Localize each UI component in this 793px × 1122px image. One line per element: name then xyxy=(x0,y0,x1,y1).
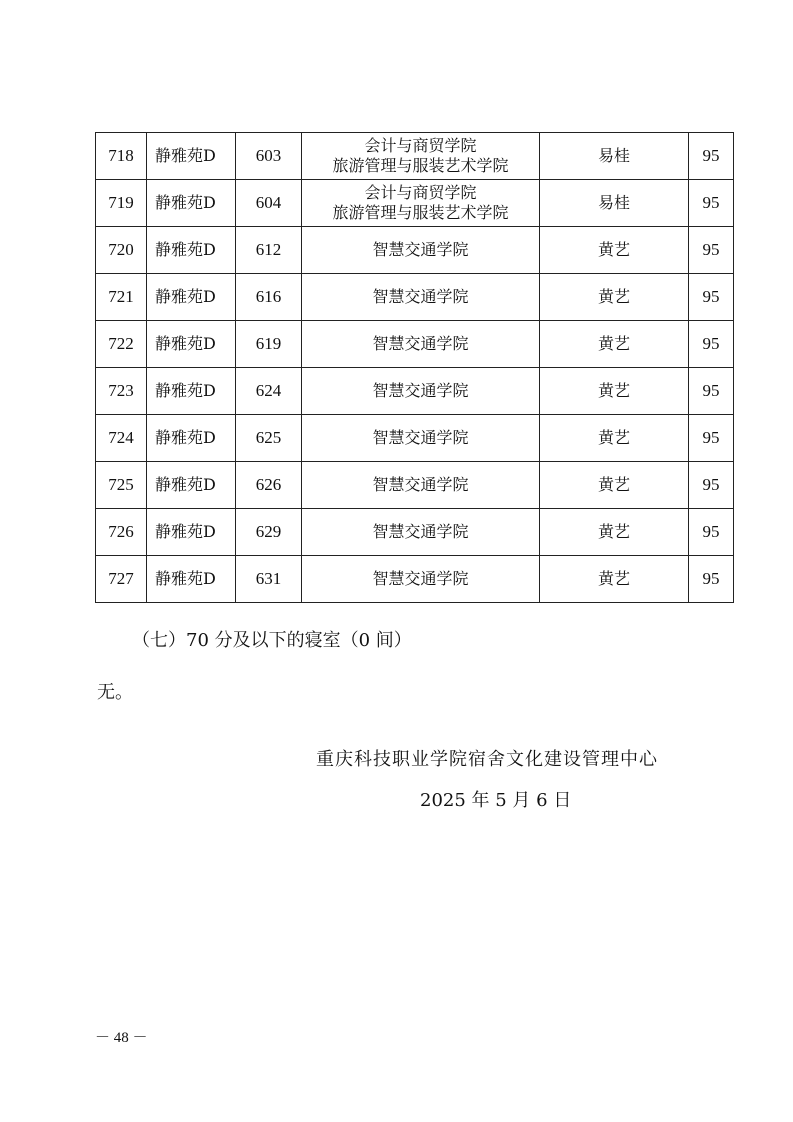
college-name-line: 智慧交通学院 xyxy=(372,240,469,259)
college-name-line: 智慧交通学院 xyxy=(372,287,469,306)
cell-score: 95 xyxy=(689,556,734,603)
cell-dorm-building: 静雅苑D xyxy=(147,321,236,368)
page-number: － 48 － xyxy=(95,1030,148,1046)
college-name-line: 会计与商贸学院 xyxy=(364,136,477,155)
cell-dorm-building: 静雅苑D xyxy=(147,133,236,180)
cell-score: 95 xyxy=(689,180,734,227)
table-body xyxy=(96,133,734,603)
cell-college xyxy=(302,227,540,274)
cell-index: 720 xyxy=(96,227,147,274)
cell-score: 95 xyxy=(689,509,734,556)
college-name-line: 智慧交通学院 xyxy=(372,428,469,447)
table-row xyxy=(96,368,734,415)
table-row xyxy=(96,415,734,462)
signature-date: 2025 年 5 月 6 日 xyxy=(420,790,572,811)
cell-room-number: 616 xyxy=(236,274,302,321)
cell-dorm-building: 静雅苑D xyxy=(147,556,236,603)
cell-room-number: 625 xyxy=(236,415,302,462)
cell-college xyxy=(302,509,540,556)
college-name-line: 智慧交通学院 xyxy=(372,381,469,400)
cell-manager: 易桂 xyxy=(540,133,689,180)
cell-dorm-building: 静雅苑D xyxy=(147,509,236,556)
table-row xyxy=(96,556,734,603)
college-name-line: 智慧交通学院 xyxy=(372,569,469,588)
cell-room-number: 626 xyxy=(236,462,302,509)
cell-manager: 黄艺 xyxy=(540,556,689,603)
cell-room-number: 604 xyxy=(236,180,302,227)
cell-index: 722 xyxy=(96,321,147,368)
cell-manager: 黄艺 xyxy=(540,227,689,274)
cell-college xyxy=(302,368,540,415)
cell-room-number: 624 xyxy=(236,368,302,415)
cell-dorm-building: 静雅苑D xyxy=(147,462,236,509)
table-row xyxy=(96,133,734,180)
cell-manager: 黄艺 xyxy=(540,462,689,509)
table-row xyxy=(96,180,734,227)
college-name-line: 会计与商贸学院 xyxy=(364,183,477,202)
cell-index: 725 xyxy=(96,462,147,509)
table-row xyxy=(96,462,734,509)
signature-org: 重庆科技职业学院宿舍文化建设管理中心 xyxy=(316,749,658,770)
college-name-line: 智慧交通学院 xyxy=(372,475,469,494)
cell-college xyxy=(302,180,540,227)
cell-college xyxy=(302,321,540,368)
cell-index: 721 xyxy=(96,274,147,321)
cell-dorm-building: 静雅苑D xyxy=(147,368,236,415)
cell-index: 724 xyxy=(96,415,147,462)
cell-college xyxy=(302,556,540,603)
cell-score: 95 xyxy=(689,227,734,274)
table-row xyxy=(96,509,734,556)
cell-dorm-building: 静雅苑D xyxy=(147,415,236,462)
cell-room-number: 603 xyxy=(236,133,302,180)
cell-index: 727 xyxy=(96,556,147,603)
cell-manager: 黄艺 xyxy=(540,509,689,556)
college-name-line: 旅游管理与服装艺术学院 xyxy=(332,156,509,175)
table-row xyxy=(96,274,734,321)
table-row xyxy=(96,227,734,274)
cell-room-number: 631 xyxy=(236,556,302,603)
cell-index: 718 xyxy=(96,133,147,180)
table-row xyxy=(96,321,734,368)
cell-room-number: 612 xyxy=(236,227,302,274)
cell-room-number: 619 xyxy=(236,321,302,368)
cell-dorm-building: 静雅苑D xyxy=(147,180,236,227)
cell-room-number: 629 xyxy=(236,509,302,556)
cell-index: 719 xyxy=(96,180,147,227)
cell-score: 95 xyxy=(689,274,734,321)
cell-score: 95 xyxy=(689,133,734,180)
dormitory-score-table xyxy=(95,132,734,603)
cell-dorm-building: 静雅苑D xyxy=(147,227,236,274)
cell-score: 95 xyxy=(689,415,734,462)
cell-dorm-building: 静雅苑D xyxy=(147,274,236,321)
college-name-line: 智慧交通学院 xyxy=(372,522,469,541)
cell-manager: 黄艺 xyxy=(540,274,689,321)
cell-manager: 黄艺 xyxy=(540,415,689,462)
cell-manager: 易桂 xyxy=(540,180,689,227)
cell-score: 95 xyxy=(689,462,734,509)
none-text: 无。 xyxy=(97,682,133,703)
cell-college xyxy=(302,415,540,462)
college-name-line: 旅游管理与服装艺术学院 xyxy=(332,203,509,222)
cell-index: 726 xyxy=(96,509,147,556)
cell-manager: 黄艺 xyxy=(540,368,689,415)
cell-score: 95 xyxy=(689,321,734,368)
cell-college xyxy=(302,133,540,180)
cell-college xyxy=(302,274,540,321)
college-name-line: 智慧交通学院 xyxy=(372,334,469,353)
cell-manager: 黄艺 xyxy=(540,321,689,368)
cell-college xyxy=(302,462,540,509)
cell-index: 723 xyxy=(96,368,147,415)
section-heading: （七）70 分及以下的寝室（0 间） xyxy=(132,630,412,651)
cell-score: 95 xyxy=(689,368,734,415)
